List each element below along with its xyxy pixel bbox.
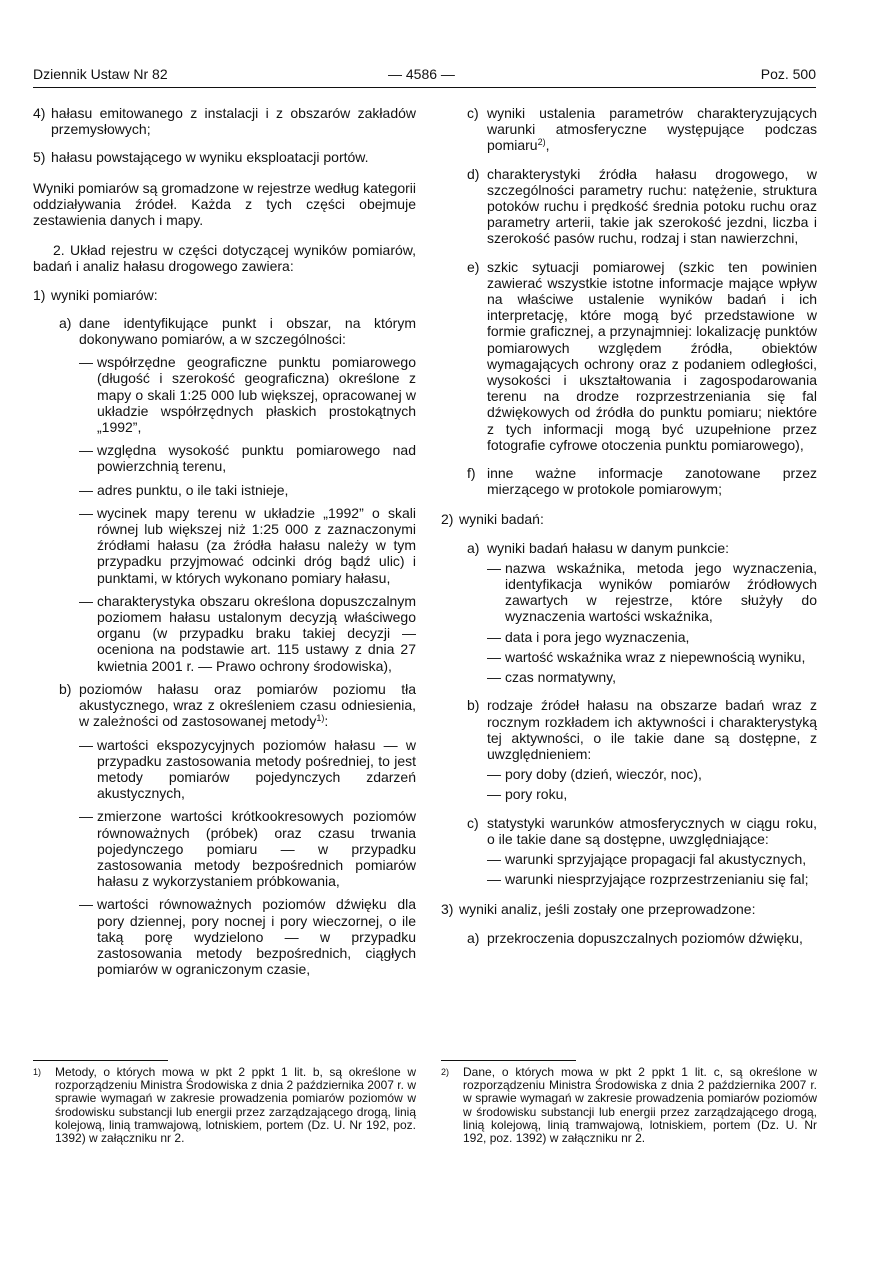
dash-text: warunki niesprzyjające rozprzestrzenianiu się fal; xyxy=(505,871,809,888)
list-marker: 3) xyxy=(441,901,454,918)
dash-item xyxy=(79,505,416,586)
dash-marker: — xyxy=(79,736,93,753)
dash-marker: — xyxy=(487,559,501,576)
list-marker: c) xyxy=(467,814,479,831)
subitem-a2 xyxy=(467,540,817,556)
subitem-b-text: poziomów hałasu oraz pomiarów poziomu tła akustycznego, wraz z określeniem czasu odniesienia, w zależności od zastosowanej metody xyxy=(79,680,416,730)
footnote-rule-left xyxy=(33,1060,168,1061)
dash-text: nazwa wskaźnika, metoda jego wyznaczenia, identyfikacja wyników pomiarów źródłowych zawartych w rejestrze, które służyły do wyznaczenia wartości wskaźnika, xyxy=(505,559,817,625)
dash-item xyxy=(487,629,817,645)
dash-text: współrzędne geograficzne punktu pomiarowego (długość i szerokość geograficzna) określone z mapy o skali 1:25 000 lub większej, opracowanej w układzie współrzędnych płaskich prostokątnych „1992”, xyxy=(97,354,416,436)
dash-item xyxy=(487,786,817,802)
list-text xyxy=(79,681,416,730)
dash-item xyxy=(487,851,817,867)
dash-text: względna wysokość punktu pomiarowego nad powierzchnią terenu, xyxy=(97,442,416,475)
list-text: charakterystyki źródła hałasu drogowego, w szczególności parametry ruchu: natężenie, struktura potoków ruchu i prędkość średnia potoku ruchu oraz parametry arterii, takie jak szerokość jezdni, liczba i szerokość pasów ruchu, rodzaj i stan nawierzchni, xyxy=(487,165,817,247)
list-marker: a) xyxy=(59,314,72,331)
dash-marker: — xyxy=(79,592,93,609)
footnote-ref-1: 1) xyxy=(316,713,325,724)
dash-item xyxy=(79,896,416,977)
dash-marker: — xyxy=(487,871,501,888)
dash-item xyxy=(487,560,817,625)
list-text: szkic sytuacji pomiarowej (szkic ten powinien zawierać wszystkie istotne informacje mające wpływ na właściwe ustalenie wyników badań i ich interpretację, które mogą być przedstawione w formie graficznej, a przynajmniej: lokalizację punktów pomiarowych względem źródła, obiektów wymagających ochrony oraz z podaniem odległości, wysokości i ukształtowania i zagospodarowania terenu na drodze rozprzestrzeniania się fal dźwiękowych od źródła do punktu pomiaru; niektóre z tych informacji mogą być uzupełnione przez fotografie cyfrowe otoczenia punktu pomiarowego), xyxy=(487,258,817,453)
footnote-text: Metody, o których mowa w pkt 2 ppkt 1 lit. b, są określone w rozporządzeniu Ministra Środowiska z dnia 2 października 2007 r. w sprawie wymagań w zakresie prowadzenia pomiarów poziomów w środowisku substancji lub energii przez zarządzającego drogą, linią kolejową, linią tramwajową, lotniskiem, portem (Dz. U. Nr 192, poz. 1392) w załączniku nr 2. xyxy=(55,1065,416,1146)
list-marker: 2) xyxy=(441,511,454,528)
list-text xyxy=(487,105,817,154)
list-text: hałasu emitowanego z instalacji i z obszarów zakładów przemysłowych; xyxy=(51,105,416,138)
subitem-e xyxy=(467,259,817,453)
paragraph-register-layout: 2. Układ rejestru w części dotyczącej wyników pomiarów, badań i analiz hałasu drogowego zawiera: xyxy=(33,242,416,275)
list-text: inne ważne informacje zanotowane przez mierzącego w protokole pomiarowym; xyxy=(487,465,817,498)
dash-text: wycinek mapy terenu w układzie „1992” o skali równej lub większej niż 1:25 000 z zaznaczonymi źródłami hałasu (za źródła hałasu należy w tym przypadku przyjmować odcinki dróg bądź ulic) i punktami, w których wykonano pomiary hałasu, xyxy=(97,504,416,586)
dash-item xyxy=(79,808,416,889)
list-text: wyniki badań hałasu w danym punkcie: xyxy=(487,539,730,556)
dash-text: wartości ekspozycyjnych poziomów hałasu — w przypadku zastosowania metody pośredniej, to jest metody pomiarów pojedynczych zdarzeń akustycznych, xyxy=(97,736,416,802)
footnote-text: Dane, o których mowa w pkt 2 ppkt 1 lit. c, są określone w rozporządzeniu Ministra Środowiska z dnia 2 października 2007 r. w sprawie wymagań w zakresie prowadzenia pomiarów poziomów w środowisku substancji lub energii przez zarządzającego drogą, linią kolejową, linią tramwajową, lotniskiem, portem (Dz. U. Nr 192, poz. 1392) w załączniku nr 2. xyxy=(463,1065,817,1146)
dash-text: warunki sprzyjające propagacji fal akustycznych, xyxy=(505,850,807,867)
subitem-c xyxy=(467,105,817,154)
dash-item xyxy=(487,669,817,685)
dash-text: czas normatywny, xyxy=(505,669,616,686)
dash-text: charakterystyka obszaru określona dopuszczalnym poziomem hałasu ustalonym decyzją właściwego organu (w przypadku braku takiej decyzji — oceniona na podstawie art. 115 ustawy z dnia 27 kwietnia 2001 r. — Prawo ochrony środowiska), xyxy=(97,592,416,674)
list-marker: d) xyxy=(467,165,480,182)
subitem-d xyxy=(467,166,817,247)
list-item-5 xyxy=(33,149,416,165)
subitem-b2 xyxy=(467,697,817,762)
list-text: dane identyfikujące punkt i obszar, na którym dokonywano pomiarów, a w szczególności: xyxy=(79,314,416,348)
paragraph-results: Wyniki pomiarów są gromadzone w rejestrze według kategorii oddziaływania źródeł. Każda z tych części obejmuje zestawienia danych i mapy. xyxy=(33,179,416,229)
dash-text: pory roku, xyxy=(505,786,568,803)
dash-marker: — xyxy=(487,786,501,803)
dash-marker: — xyxy=(487,669,501,686)
section-1 xyxy=(33,287,416,303)
page-header xyxy=(33,62,816,88)
dash-marker: — xyxy=(79,354,93,371)
dash-item xyxy=(487,871,817,887)
list-text: rodzaje źródeł hałasu na obszarze badań wraz z rocznym rozkładem ich aktywności i charakterystyką tej aktywności, o ile takie dane są dostępne, z uwzględnieniem: xyxy=(487,697,817,762)
footnote-2 xyxy=(441,1066,817,1145)
footnote-marker: 2) xyxy=(441,1067,450,1077)
dash-item xyxy=(79,737,416,802)
subitem-a xyxy=(59,315,416,347)
subitem-f xyxy=(467,465,817,497)
header-rule xyxy=(33,87,816,88)
dash-marker: — xyxy=(79,896,93,913)
dash-text: pory doby (dzień, wieczór, noc), xyxy=(505,766,702,783)
list-item-4 xyxy=(33,105,416,137)
list-marker: f) xyxy=(467,465,476,482)
punctuation: , xyxy=(545,137,550,154)
list-text: przekroczenia dopuszczalnych poziomów dźwięku, xyxy=(487,929,803,946)
position-number: Poz. 500 xyxy=(760,66,816,82)
list-text: wyniki analiz, jeśli zostały one przeprowadzone: xyxy=(459,901,756,918)
dash-text: wartości równoważnych poziomów dźwięku dla pory dziennej, pory nocnej i pory wieczornej, o ile taką porę wydzielono — w przypadku zastosowania metody bezpośrednich, ciągłych pomiarów w ograniczonym czasie, xyxy=(97,896,416,978)
dash-item xyxy=(79,354,416,435)
dash-marker: — xyxy=(79,808,93,825)
list-text: statystyki warunków atmosferycznych w ciągu roku, o ile takie dane są dostępne, uwzględniające: xyxy=(487,814,817,847)
dash-item xyxy=(79,482,416,498)
dash-item xyxy=(487,649,817,665)
dash-marker: — xyxy=(79,442,93,459)
dash-marker: — xyxy=(487,850,501,867)
subitem-b xyxy=(59,681,416,730)
footnote-1 xyxy=(33,1066,416,1145)
dash-marker: — xyxy=(487,766,501,783)
right-column xyxy=(441,105,817,946)
list-marker: a) xyxy=(467,929,480,946)
list-marker: c) xyxy=(467,105,479,121)
left-column xyxy=(33,105,416,977)
list-marker: 4) xyxy=(33,105,46,121)
list-text: wyniki pomiarów: xyxy=(51,286,158,303)
dash-item xyxy=(79,442,416,474)
subitem-c2 xyxy=(467,815,817,847)
footnote-marker: 1) xyxy=(33,1067,42,1077)
dash-text: zmierzone wartości krótkookresowych poziomów równoważnych (próbek) oraz czasu trwania pojedynczego pomiaru — w przypadku zastosowania metody bezpośrednich pomiarów hałasu z wykorzystaniem próbkowania, xyxy=(97,808,416,890)
list-marker: b) xyxy=(467,697,480,714)
section-3 xyxy=(441,901,817,917)
page-number: — 4586 — xyxy=(388,66,455,82)
journal-title: Dziennik Ustaw Nr 82 xyxy=(33,66,168,82)
dash-marker: — xyxy=(487,628,501,645)
list-marker: b) xyxy=(59,680,72,697)
section-2 xyxy=(441,511,817,527)
list-marker: 5) xyxy=(33,149,46,166)
dash-marker: — xyxy=(79,481,93,498)
dash-text: wartość wskaźnika wraz z niepewnością wyniku, xyxy=(505,648,806,665)
dash-item xyxy=(487,766,817,782)
footnote-ref-2: 2) xyxy=(537,137,546,148)
list-text: wyniki badań: xyxy=(459,511,544,528)
dash-item xyxy=(79,593,416,674)
subitem-c-text: wyniki ustalenia parametrów charakteryzujących warunki atmosferyczne występujące podczas pomiaru xyxy=(487,105,817,154)
list-text: hałasu powstającego w wyniku eksploatacji portów. xyxy=(51,149,369,166)
dash-text: data i pora jego wyznaczenia, xyxy=(505,628,690,645)
punctuation: : xyxy=(324,713,329,730)
dash-text: adres punktu, o ile taki istnieje, xyxy=(97,481,289,498)
subitem-a3 xyxy=(467,930,817,946)
list-marker: 1) xyxy=(33,286,46,303)
list-marker: e) xyxy=(467,258,480,275)
dash-marker: — xyxy=(79,504,93,521)
footnote-rule-right xyxy=(441,1060,576,1061)
list-marker: a) xyxy=(467,539,480,556)
dash-marker: — xyxy=(487,648,501,665)
